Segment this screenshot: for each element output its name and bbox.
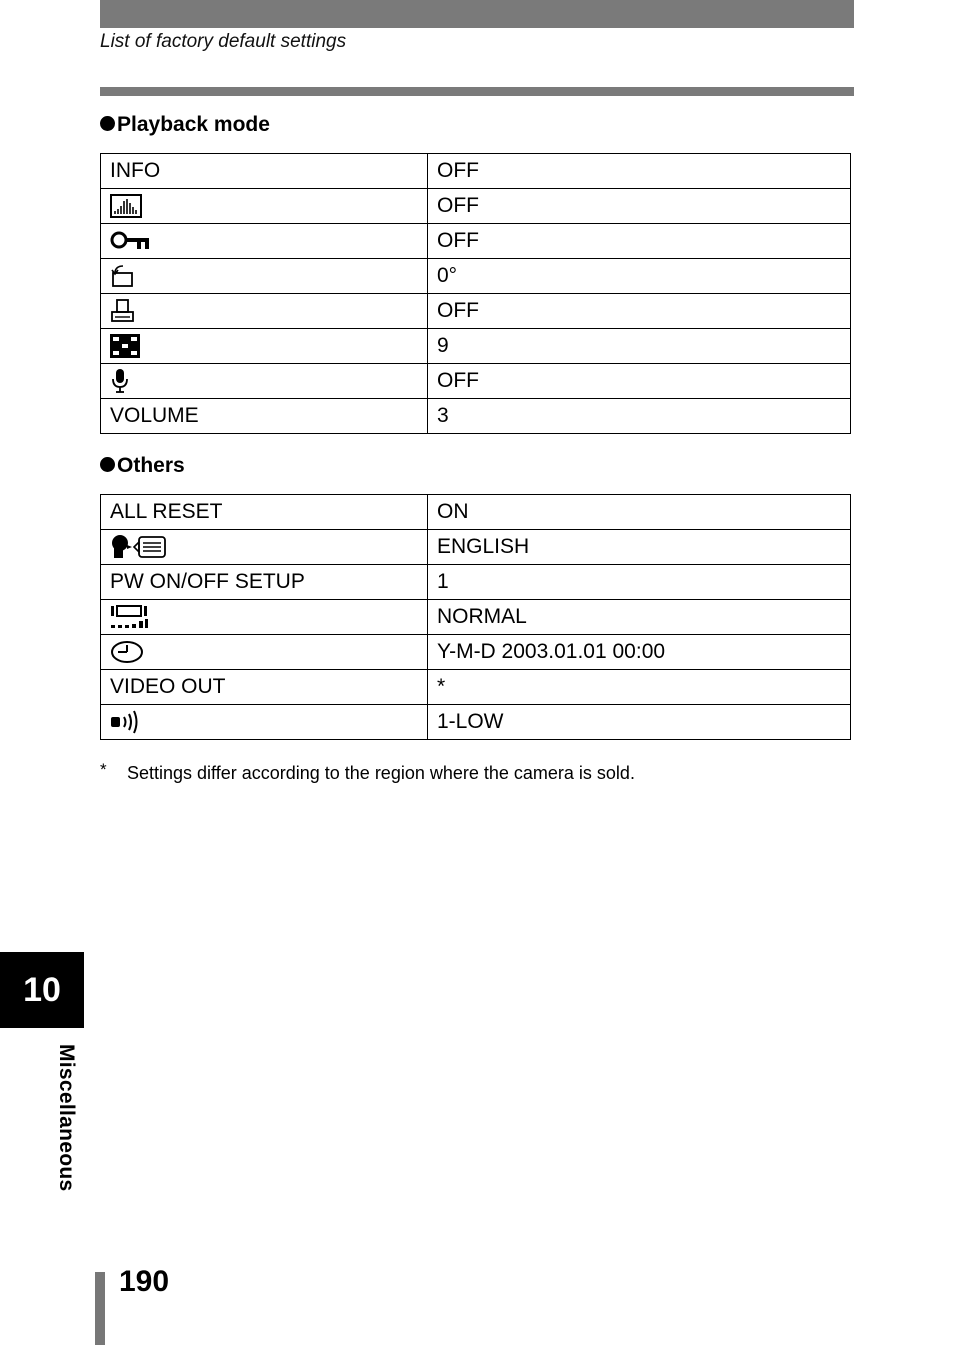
setting-value: Y-M-D 2003.01.01 00:00 bbox=[428, 635, 851, 670]
header-title: List of factory default settings bbox=[100, 31, 347, 52]
table-row bbox=[101, 154, 851, 189]
footnote-text: Settings differ according to the region where the camera is sold. bbox=[127, 763, 635, 783]
table-row bbox=[101, 530, 851, 565]
print-order-icon bbox=[110, 298, 136, 324]
table-row bbox=[101, 635, 851, 670]
setting-name: ALL RESET bbox=[101, 495, 428, 530]
table-row bbox=[101, 399, 851, 434]
setting-value: 1 bbox=[428, 565, 851, 600]
page-number-bar bbox=[95, 1272, 105, 1345]
table-row bbox=[101, 259, 851, 294]
table-row bbox=[101, 224, 851, 259]
table-row bbox=[101, 495, 851, 530]
rotate-icon bbox=[110, 263, 136, 289]
setting-value: ON bbox=[428, 495, 851, 530]
table-row bbox=[101, 565, 851, 600]
setting-value: NORMAL bbox=[428, 600, 851, 635]
bullet-icon bbox=[100, 116, 115, 131]
setting-value: OFF bbox=[428, 364, 851, 399]
setting-value: * bbox=[428, 670, 851, 705]
setting-name: PW ON/OFF SETUP bbox=[101, 565, 428, 600]
setting-name: VOLUME bbox=[101, 399, 428, 434]
footnote-marker: * bbox=[100, 760, 107, 779]
setting-value: ENGLISH bbox=[428, 530, 851, 565]
table-row bbox=[101, 189, 851, 224]
protect-key-icon bbox=[110, 230, 150, 252]
top-bar bbox=[100, 0, 854, 28]
index-grid-icon bbox=[110, 334, 140, 358]
beep-sound-icon bbox=[110, 709, 142, 735]
language-icon bbox=[110, 534, 168, 560]
footnote bbox=[100, 760, 635, 784]
setting-name: INFO bbox=[101, 154, 428, 189]
playback-mode-heading: Playback mode bbox=[100, 113, 270, 137]
clock-icon bbox=[110, 639, 144, 665]
table-row bbox=[101, 294, 851, 329]
setting-value: OFF bbox=[428, 294, 851, 329]
table-row bbox=[101, 600, 851, 635]
others-settings-table bbox=[100, 494, 851, 740]
chapter-tab: 10 bbox=[0, 952, 84, 1028]
chapter-label: Miscellaneous bbox=[55, 1044, 78, 1192]
monitor-brightness-icon bbox=[110, 604, 148, 630]
setting-value: OFF bbox=[428, 224, 851, 259]
table-row bbox=[101, 364, 851, 399]
histogram-icon bbox=[110, 194, 142, 218]
setting-value: OFF bbox=[428, 189, 851, 224]
setting-name: VIDEO OUT bbox=[101, 670, 428, 705]
page-number: 190 bbox=[119, 1265, 170, 1298]
bullet-icon bbox=[100, 457, 115, 472]
setting-value: 0° bbox=[428, 259, 851, 294]
setting-value: 1-LOW bbox=[428, 705, 851, 740]
playback-settings-table bbox=[100, 153, 851, 434]
table-row bbox=[101, 329, 851, 364]
microphone-icon bbox=[110, 368, 130, 394]
table-row bbox=[101, 670, 851, 705]
others-heading: Others bbox=[100, 454, 185, 478]
setting-value: OFF bbox=[428, 154, 851, 189]
header-rule bbox=[100, 87, 854, 96]
setting-value: 3 bbox=[428, 399, 851, 434]
table-row bbox=[101, 705, 851, 740]
setting-value: 9 bbox=[428, 329, 851, 364]
